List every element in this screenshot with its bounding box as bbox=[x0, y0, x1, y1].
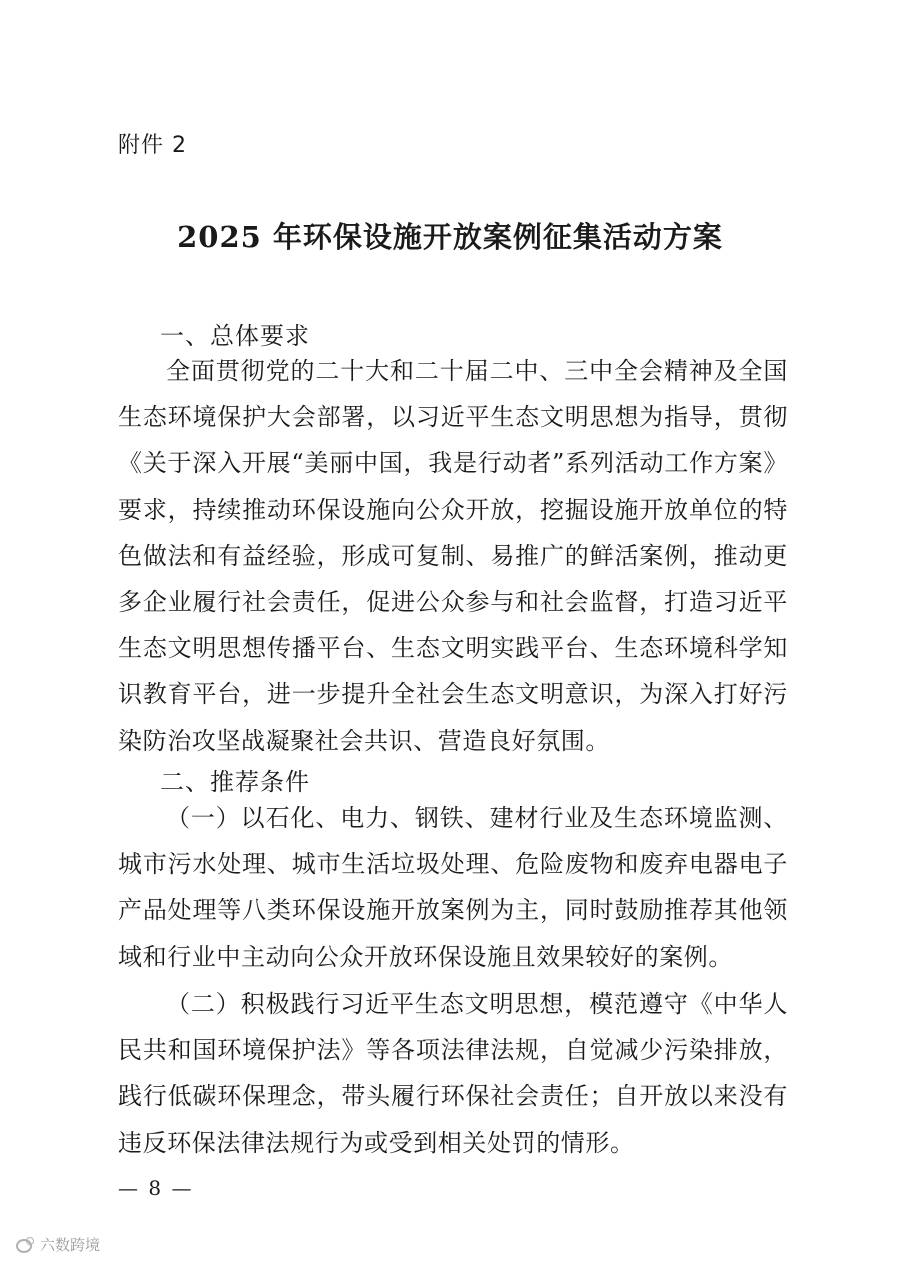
page-number: — 8 — bbox=[118, 1176, 194, 1200]
paragraph-general-requirements: 全面贯彻党的二十大和二十届二中、三中全会精神及全国生态环境保护大会部署，以习近平生态文明思想为指导，贯彻《关于深入开展“美丽中国，我是行动者”系列活动工作方案》要求，持续推动环保设施向公众开放，挖掘设施开放单位的特色做法和有益经验，形成可复制、易推广的鲜活案例，推动更多企业履行社会责任，促进公众参与和社会监督，打造习近平生态文明思想传播平台、生态文明实践平台、生态环境科学知识教育平台，进一步提升全社会生态文明意识，为深入打好污染防治攻坚战凝聚社会共识、营造良好氛围。 bbox=[118, 357, 788, 755]
watermark bbox=[14, 1234, 100, 1255]
paragraph-condition-1: （一）以石化、电力、钢铁、建材行业及生态环境监测、城市污水处理、城市生活垃圾处理、危险废物和废弃电器电子产品处理等八类环保设施开放案例为主，同时鼓励推荐其他领域和行业中主动向公众开放环保设施且效果较好的案例。 bbox=[118, 804, 788, 971]
attachment-label: 附件 2 bbox=[118, 133, 187, 158]
document-title: 2025 年环保设施开放案例征集活动方案 bbox=[177, 220, 723, 254]
watermark-logo-icon bbox=[14, 1236, 36, 1254]
paragraph-condition-2: （二）积极践行习近平生态文明思想，模范遵守《中华人民共和国环境保护法》等各项法律法规，自觉减少污染排放，践行低碳环保理念，带头履行环保社会责任；自开放以来没有违反环保法律法规行为或受到相关处罚的情形。 bbox=[118, 990, 788, 1157]
watermark-text: 六数跨境 bbox=[40, 1236, 101, 1254]
section-heading-recommendation-conditions: 二、推荐条件 bbox=[160, 768, 310, 796]
section-heading-general-requirements: 一、总体要求 bbox=[160, 322, 310, 350]
